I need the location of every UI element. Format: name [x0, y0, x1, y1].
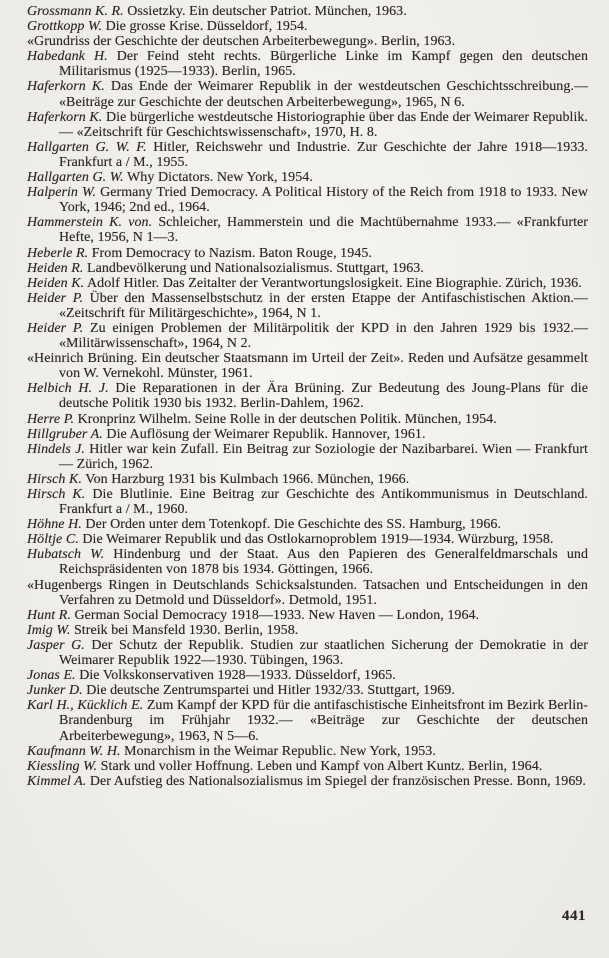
bibliography-entry [27, 774, 588, 789]
bibliography-entry [27, 412, 588, 427]
entry-text: Zum Kampf der KPD für die antifaschistische Einheitsfront im Bezirk Berlin-Brandenburg im Frühjahr 1932.— «Beiträge zur Geschichte der deutschen Arbeiterbewegung», 1963, N 5—6. [59, 698, 588, 744]
bibliography-entry [27, 759, 588, 774]
bibliography-list [27, 4, 588, 789]
entry-text: Zu einigen Problemen der Militärpolitik der KPD in den Jahren 1929 bis 1932.— «Militärwissenschaft», 1964, N 2. [59, 320, 588, 352]
entry-text: Über den Massenselbstschutz in der ersten Etappe der Antifaschistischen Aktion.— «Zeitschrift für Militärgeschichte», 1964, N 1. [59, 290, 588, 321]
entry-text: Schleicher, Hammerstein und die Machtübernahme 1933.— «Frankfurter Hefte, 1956, N 1—3. [59, 215, 588, 246]
entry-text: «Heinrich Brüning. Ein deutscher Staatsmann im Urteil der Zeit». Reden und Aufsätze gesammelt von W. Vernekohl. Münster, 1961. [27, 351, 588, 382]
entry-text: Germany Tried Democracy. A Political History of the Reich from 1918 to 1933. New York, 1946; 2nd ed., 1964. [59, 185, 588, 216]
bibliography-entry [27, 442, 588, 472]
bibliography-entry [27, 608, 588, 623]
entry-author: Hirsch K. [27, 487, 86, 502]
entry-author: Jonas E. [27, 668, 76, 684]
entry-author: Heiden R. [27, 260, 84, 276]
entry-author: Karl H., Kücklich E. [27, 698, 144, 714]
entry-text: Die Blutlinie. Eine Beitrag zur Geschichte des Antikommunismus in Deutschland. Frankfurt a / M., 1960. [59, 487, 588, 518]
bibliography-entry [27, 547, 588, 577]
bibliography-entry [27, 261, 588, 276]
entry-text: Der Aufstieg des Nationalsozialismus im Spiegel der französischen Presse. Bonn, 1969. [89, 773, 586, 789]
bibliography-entry [27, 170, 588, 185]
bibliography-entry [27, 427, 588, 442]
entry-text: Hitler war kein Zufall. Ein Beitrag zur Soziologie der Nazibarbarei. Wien — Frankfurt — Zürich, 1962. [59, 441, 588, 472]
bibliography-entry [27, 668, 588, 683]
entry-text: «Hugenbergs Ringen in Deutschlands Schicksalstunden. Tatsachen und Entscheidungen in den Verfahren zu Detmold und Düsseldorf». Detmold, 1951. [27, 577, 588, 608]
bibliography-entry [27, 517, 588, 532]
bibliography-entry [27, 744, 588, 759]
entry-author: Imig W. [27, 622, 71, 638]
entry-author: Jasper G. [27, 637, 85, 653]
entry-author: Haferkorn K. [27, 109, 103, 125]
entry-author: Heiden K. [27, 275, 85, 291]
entry-author: Hunt R. [27, 607, 71, 623]
entry-author: Grossmann K. R. [27, 4, 124, 19]
bibliography-entry [27, 140, 588, 170]
entry-author: Grottkopp W. [27, 19, 103, 35]
bibliography-entry [27, 215, 588, 245]
bibliography-entry [27, 532, 588, 547]
bibliography-entry [27, 638, 588, 668]
entry-text: Die Reparationen in der Ära Brüning. Zur Bedeutung des Joung-Plans für die deutsche Politik 1930 bis 1932. Berlin-Dahlem, 1962. [59, 381, 588, 412]
bibliography-entry [27, 34, 588, 49]
entry-text: Die bürgerliche westdeutsche Historiographie über das Ende der Weimarer Republik.— «Zeitschrift für Geschichtswissenschaft», 1970, H. 8. [59, 109, 588, 140]
entry-author: Höltje C. [27, 532, 79, 548]
bibliography-entry [27, 321, 588, 351]
entry-text: From Democracy to Nazism. Baton Rouge, 1945. [91, 245, 372, 261]
entry-text: Why Dictators. New York, 1954. [127, 170, 313, 186]
bibliography-entry [27, 698, 588, 743]
entry-text: Die deutsche Zentrumspartei und Hitler 1932/33. Stuttgart, 1969. [86, 683, 455, 699]
bibliography-entry [27, 4, 588, 19]
bibliography-entry [27, 49, 588, 79]
bibliography-entry [27, 683, 588, 698]
entry-author: Heider P. [27, 290, 84, 306]
entry-author: Kiessling W. [27, 758, 98, 774]
entry-author: Hirsch K. [27, 471, 82, 487]
entry-text: Der Schutz der Republik. Studien zur staatlichen Sicherung der Demokratie in der Weimarer Republik 1922—1930. Tübingen, 1963. [59, 637, 588, 669]
entry-text: Hitler, Reichswehr und Industrie. Zur Geschichte der Jahre 1918—1933. Frankfurt a / M., 1955. [59, 139, 588, 170]
entry-text: German Social Democracy 1918—1933. New Haven — London, 1964. [74, 607, 480, 623]
entry-author: Kaufmann W. H. [27, 743, 121, 759]
bibliography-entry [27, 110, 588, 140]
entry-text: Landbevölkerung und Nationalsozialismus. Stuttgart, 1963. [87, 260, 424, 276]
bibliography-entry [27, 185, 588, 215]
entry-author: Höhne H. [27, 517, 82, 533]
bibliography-entry [27, 246, 588, 261]
entry-text: Streik bei Mansfeld 1930. Berlin, 1958. [73, 622, 299, 638]
entry-author: Heider P. [27, 320, 84, 336]
entry-author: Junker D. [27, 683, 83, 699]
entry-author: Haferkorn K. [27, 79, 105, 95]
bibliography-entry [27, 19, 588, 34]
entry-author: Hillgruber A. [27, 426, 103, 442]
entry-author: Habedank H. [27, 49, 108, 65]
entry-text: Ossietzky. Ein deutscher Patriot. München, 1963. [127, 4, 407, 19]
entry-author: Herre P. [27, 411, 75, 427]
bibliography-entry [27, 276, 588, 291]
entry-text: Von Harzburg 1931 bis Kulmbach 1966. München, 1966. [85, 471, 410, 487]
bibliography-entry [27, 472, 588, 487]
entry-text: Monarchism in the Weimar Republic. New York, 1953. [124, 743, 436, 759]
entry-author: Hallgarten G. W. [27, 170, 124, 186]
bibliography-entry [27, 487, 588, 517]
entry-author: Hammerstein K. von. [27, 215, 153, 231]
bibliography-entry [27, 351, 588, 381]
entry-text: Die grosse Krise. Düsseldorf, 1954. [105, 19, 308, 35]
bibliography-entry [27, 381, 588, 411]
bibliography-entry [27, 79, 588, 109]
entry-author: Hubatsch W. [27, 547, 105, 563]
entry-author: Halperin W. [27, 185, 97, 201]
page-number: 441 [562, 908, 586, 924]
entry-text: «Grundriss der Geschichte der deutschen Arbeiterbewegung». Berlin, 1963. [27, 34, 456, 50]
bibliography-entry [27, 291, 588, 321]
entry-text: Der Feind steht rechts. Bürgerliche Linke im Kampf gegen den deutschen Militarismus (1925—1933). Berlin, 1965. [59, 49, 588, 80]
bibliography-entry [27, 578, 588, 608]
entry-text: Kronprinz Wilhelm. Seine Rolle in der deutschen Politik. München, 1954. [77, 411, 497, 427]
entry-author: Heberle R. [27, 245, 89, 261]
bibliography-entry [27, 623, 588, 638]
entry-author: Hindels J. [27, 441, 85, 457]
entry-text: Die Auflösung der Weimarer Republik. Hannover, 1961. [106, 426, 426, 442]
entry-text: Hindenburg und der Staat. Aus den Papieren des Generalfeldmarschals und Reichspräsidenten von 1878 bis 1934. Göttingen, 1966. [59, 547, 588, 578]
entry-text: Adolf Hitler. Das Zeitalter der Verantwortungslosigkeit. Eine Biographie. Zürich, 1936. [87, 275, 582, 291]
entry-text: Der Orden unter dem Totenkopf. Die Geschichte des SS. Hamburg, 1966. [85, 517, 501, 533]
entry-author: Kimmel A. [27, 773, 87, 789]
entry-text: Das Ende der Weimarer Republik in der westdeutschen Geschichtsschreibung.— «Beiträge zur Geschichte der deutschen Arbeiterbewegung», 1965, N 6. [59, 79, 588, 110]
entry-author: Helbich H. J. [27, 381, 109, 397]
entry-text: Die Volkskonservativen 1928—1933. Düsseldorf, 1965. [79, 668, 396, 684]
entry-text: Stark und voller Hoffnung. Leben und Kampf von Albert Kuntz. Berlin, 1964. [100, 758, 543, 774]
entry-text: Die Weimarer Republik und das Ostlokarnoproblem 1919—1934. Würzburg, 1958. [82, 532, 554, 548]
entry-author: Hallgarten G. W. F. [27, 139, 147, 155]
